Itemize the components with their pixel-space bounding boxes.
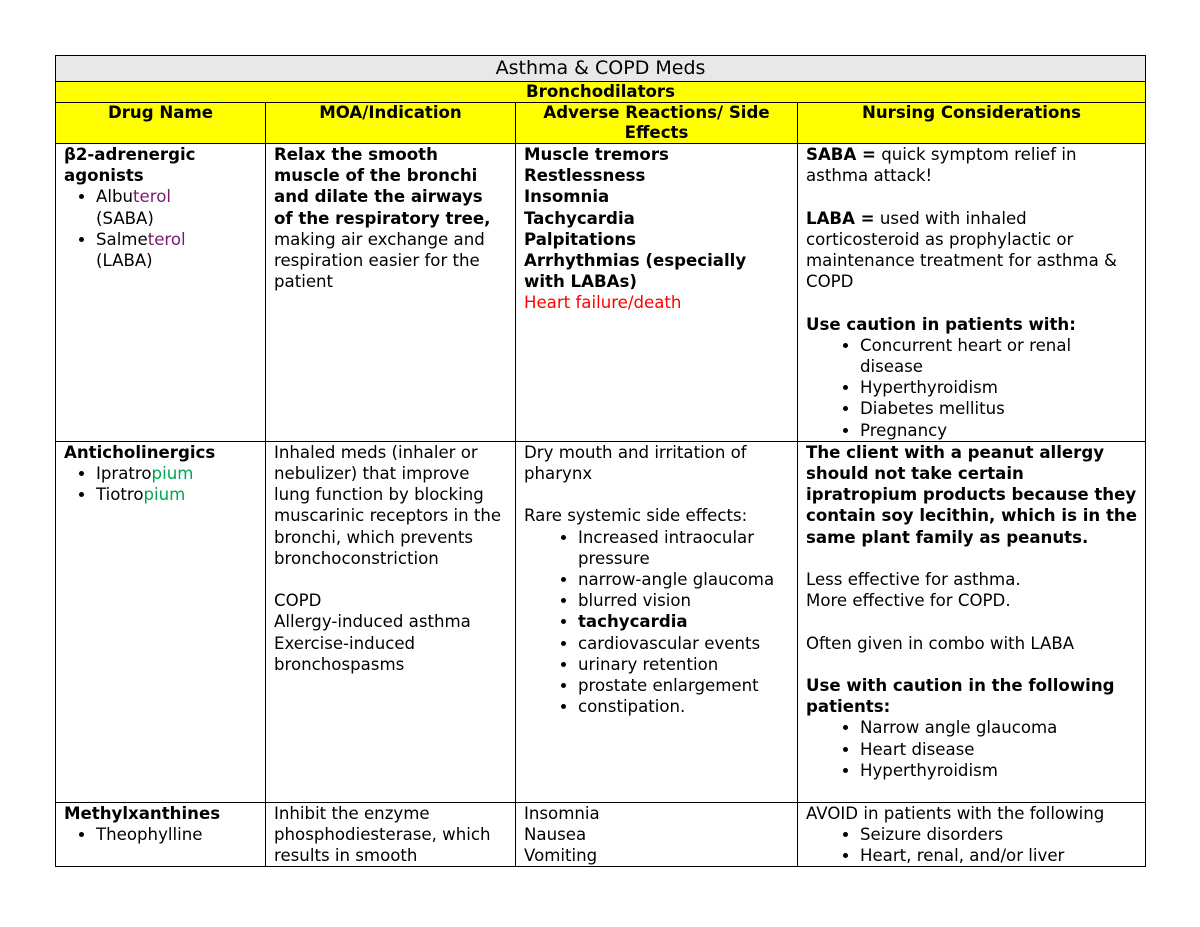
drug-list	[64, 824, 257, 845]
drug-cell	[56, 802, 266, 867]
adverse-cell: Muscle tremors Restlessness Insomnia Tachycardia Palpitations Arrhythmias (especially with LABAs) Heart failure/death	[516, 144, 798, 442]
nursing-cell: SABA = quick symptom relief in asthma attack! LABA = used with inhaled corticosteroid as prophylactic or maintenance treatment for asthma & COPD Use caution in patients with: • Concurrent heart or renal disease • Hyperthyroidism • Diabetes mellitus • Pregnancy	[798, 144, 1146, 442]
drug-cell	[56, 144, 266, 442]
drug-cell	[56, 441, 266, 802]
caution-list: • Concurrent heart or renal disease • Hyperthyroidism • Diabetes mellitus • Pregnancy	[806, 335, 1137, 441]
moa-cell: Inhibit the enzyme phosphodiesterase, which results in smooth	[266, 802, 516, 867]
section-title: Bronchodilators	[56, 82, 1146, 103]
moa-cell: Relax the smooth muscle of the bronchi and dilate the airways of the respiratory tree, making air exchange and respiration easier for the patient	[266, 144, 516, 442]
table-title: Asthma & COPD Meds	[56, 56, 1146, 82]
adverse-warning: Heart failure/death	[524, 293, 682, 313]
avoid-list: • Seizure disorders • Heart, renal, and/or liver	[806, 824, 1137, 866]
list-item: • Tiotropium	[96, 484, 257, 505]
caution-list: • Narrow angle glaucoma • Heart disease • Hyperthyroidism	[806, 717, 1137, 781]
drug-list	[64, 186, 257, 271]
table-row	[56, 441, 1146, 802]
nursing-cell: AVOID in patients with the following • Seizure disorders • Heart, renal, and/or liver	[798, 802, 1146, 867]
drug-class: β2-adrenergic agonists	[64, 145, 196, 186]
header-adverse: Adverse Reactions/ Side Effects	[516, 103, 798, 144]
table-row	[56, 802, 1146, 867]
list-item: • Ipratropium	[96, 463, 257, 484]
adverse-cell: Dry mouth and irritation of pharynx Rare systemic side effects: • Increased intraocular pressure • narrow-angle glaucoma • blurred vision • tachycardia • cardiovascular events • urinary retention • prostate enlargement • constipation.	[516, 441, 798, 802]
table-row	[56, 144, 1146, 442]
drug-list	[64, 463, 257, 505]
nursing-cell: The client with a peanut allergy should not take certain ipratropium products because they contain soy lecithin, which is in the same plant family as peanuts. Less effective for asthma. More effective for COPD. Often given in combo with LABA Use with caution in the following patients: • Narrow angle glaucoma • Heart disease • Hyperthyroidism	[798, 441, 1146, 802]
drug-class: Anticholinergics	[64, 442, 216, 462]
header-row	[56, 103, 1146, 144]
adverse-list: • Increased intraocular pressure • narrow-angle glaucoma • blurred vision • tachycardia • cardiovascular events • urinary retention • prostate enlargement • constipation.	[524, 527, 789, 718]
moa-cell: Inhaled meds (inhaler or nebulizer) that improve lung function by blocking muscarinic receptors in the bronchi, which prevents bronchoconstriction COPD Allergy-induced asthma Exercise-induced bronchospasms	[266, 441, 516, 802]
adverse-cell: Insomnia Nausea Vomiting	[516, 802, 798, 867]
header-moa: MOA/Indication	[266, 103, 516, 144]
list-item: • Albuterol (SABA)	[96, 186, 257, 228]
meds-table	[55, 55, 1146, 867]
header-nursing: Nursing Considerations	[798, 103, 1146, 144]
title-row	[56, 56, 1146, 82]
list-item: • Salmeterol (LABA)	[96, 229, 257, 271]
list-item: • Theophylline	[96, 824, 257, 845]
header-drug-name: Drug Name	[56, 103, 266, 144]
drug-class: Methylxanthines	[64, 803, 221, 823]
section-row	[56, 82, 1146, 103]
